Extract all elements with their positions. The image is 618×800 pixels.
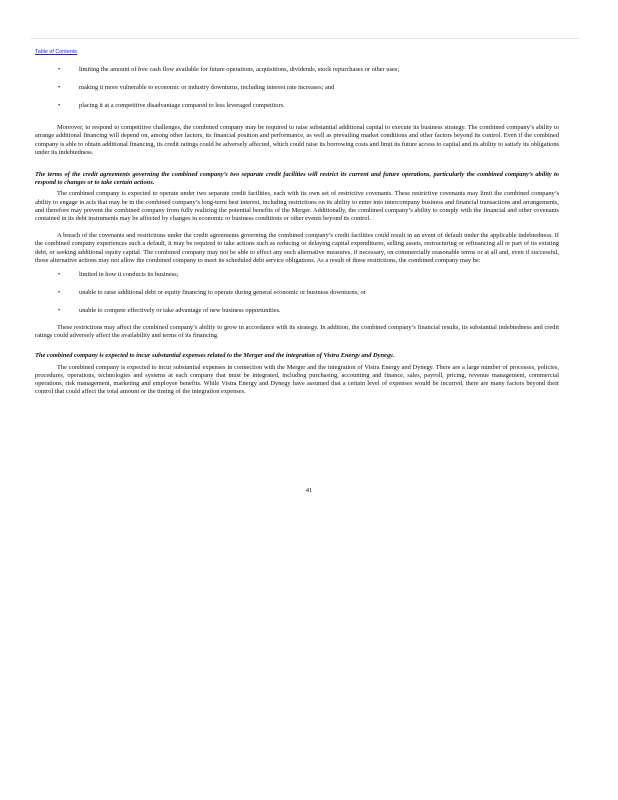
paragraph-additional-capital: Moreover, to respond to competitive challenges, the combined company may be required to raise substantial additional capital to execute its business strategy. The combined company’s ability to arrange additional financing will depend on, among other factors, its financial position and performance, as well as prevailing market conditions and other factors beyond its control. Even if the combined company is able to obtain additional financing, its credit ratings could be adversely affected, which could raise its borrowing costs and limit its future access to capital and its ability to satisfy its obligations under its indebtedness. bbox=[35, 124, 559, 156]
bullet-icon: • bbox=[58, 84, 61, 91]
list-item-text: unable to compete effectively or take advantage of new business opportunities. bbox=[79, 307, 281, 315]
bullet-list-restrictions bbox=[35, 271, 559, 315]
table-of-contents-link[interactable]: Table of Contents bbox=[35, 49, 77, 55]
paragraph-covenant-breach: A breach of the covenants and restrictions under the credit agreements governing the combined company’s credit facilities could result in an event of default under the applicable indebtedness. If the combined company experiences such a default, it may be required to take actions such as reducing or delaying capital expenditures, selling assets, restructuring or refinancing all or part of its existing debt, or seeking additional equity capital. The combined company may not be able to effect any such alternative measures, if necessary, on commercially reasonable terms or at all and, even if successful, those alternative actions may not allow the combined company to meet its scheduled debt service obligations. As a result of these restrictions, the combined company may be: bbox=[35, 232, 559, 264]
bullet-icon: • bbox=[58, 271, 61, 279]
bullet-icon: • bbox=[58, 102, 61, 109]
bullet-list-constraints bbox=[35, 66, 559, 110]
section-heading-credit-agreements: The terms of the credit agreements governing the combined company’s two separate credit facilities will restrict its current and future operations, particularly the combined company’s ability to respond to changes or to take certain actions. bbox=[35, 171, 559, 187]
list-item bbox=[35, 102, 559, 110]
list-item-text: limiting the amount of free cash flow available for future operations, acquisitions, dividends, stock repurchases or other uses; bbox=[79, 66, 400, 73]
list-item bbox=[35, 66, 559, 74]
list-item-text: unable to raise additional debt or equity financing to operate during general economic or business downturns; or bbox=[79, 289, 366, 297]
list-item bbox=[35, 307, 559, 315]
section-heading-merger-expenses: The combined company is expected to incur substantial expenses related to the Merger and the integration of Vistra Energy and Dynegy. bbox=[35, 351, 395, 359]
list-item bbox=[35, 271, 559, 279]
list-item-text: placing it at a competitive disadvantage compared to less leveraged competitors. bbox=[79, 102, 285, 109]
bullet-icon: • bbox=[58, 66, 61, 73]
list-item bbox=[35, 289, 559, 297]
paragraph-merger-expenses: The combined company is expected to incur substantial expenses in connection with the Merger and the integration of Vistra Energy and Dynegy. There are a large number of processes, policies, procedures, operations, technologies and systems at each company that must be integrated, including purchasing, accounting and finance, sales, payroll, pricing, revenue management, commercial operations, risk management, marketing and employee benefits. While Vistra Energy and Dynegy have assumed that a certain level of expenses would be incurred, there are many factors beyond their control that could affect the total amount or the timing of the integration expenses. bbox=[35, 363, 559, 396]
paragraph-credit-facilities: The combined company is expected to operate under two separate credit facilities, each with its own set of restrictive covenants. These restrictive covenants may limit the combined company’s ability to engage in acts that may be in the combined company’s long-term best interest, including restrictions on its ability to enter into intercompany business and financial transactions and arrangements, and therefore may prevent the combined company from fully realizing the potential benefits of the Merger. Additionally, the combined company’s ability to comply with the financial and other covenants contained in its debt instruments may be affected by changes in economic or business conditions or other events beyond its control. bbox=[35, 190, 559, 223]
list-item-text: making it more vulnerable to economic or industry downturns, including interest rate increases; and bbox=[79, 84, 335, 91]
list-item-text: limited in how it conducts its business; bbox=[79, 271, 179, 279]
page-content bbox=[35, 66, 559, 397]
paragraph-restrictions-effect: These restrictions may affect the combined company’s ability to grow in accordance with its strategy. In addition, the combined company’s financial results, its substantial indebtedness and credit ratings could adversely affect the availability and terms of its financing. bbox=[35, 324, 559, 340]
page-number: 41 bbox=[305, 487, 313, 494]
bullet-icon: • bbox=[58, 307, 61, 315]
bullet-icon: • bbox=[58, 289, 61, 297]
list-item bbox=[35, 84, 559, 92]
top-divider bbox=[30, 38, 580, 39]
